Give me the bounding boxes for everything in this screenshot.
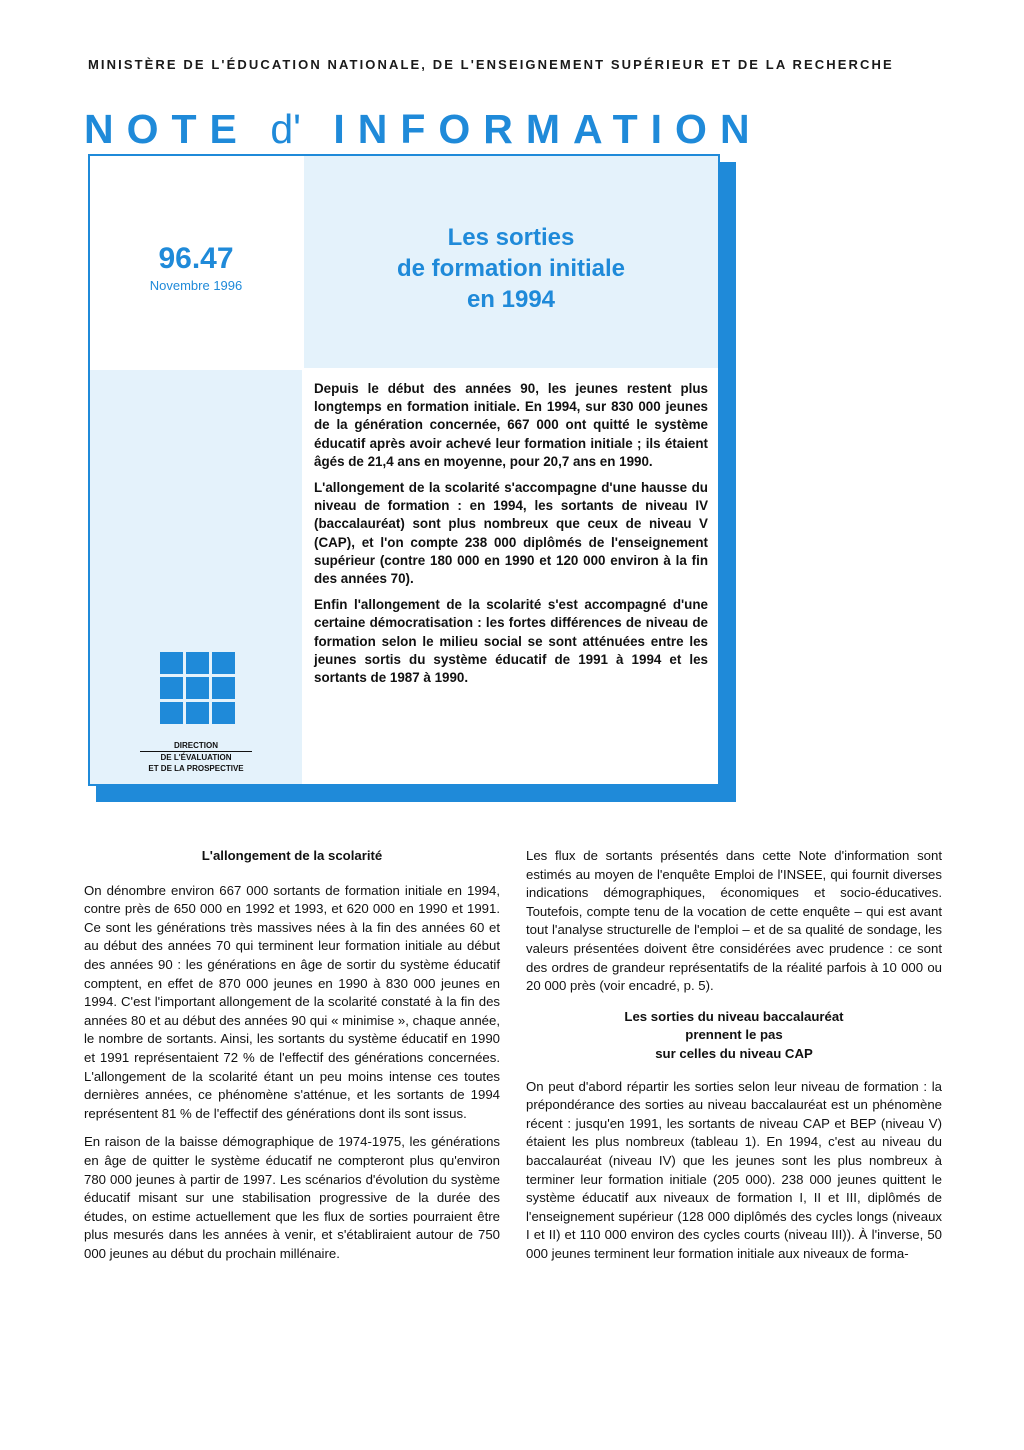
article-title [304, 222, 718, 315]
cover-frame [88, 154, 720, 786]
body-column-right [526, 847, 942, 1273]
abstract [314, 380, 708, 695]
title-note: NOTE [84, 106, 250, 152]
ministry-header: MINISTÈRE DE L'ÉDUCATION NATIONALE, DE L'ENSEIGNEMENT SUPÉRIEUR ET DE LA RECHERCHE [88, 57, 894, 72]
logo-panel [90, 370, 302, 784]
body-paragraph: On dénombre environ 667 000 sortants de formation initiale en 1994, contre près de 650 000 en 1992 et 1993, et 620 000 en 1990 et 1991. Ce sont les générations très massives nées à la fin des années 60 et au début des années 70 qui terminent leur formation initiale au début des années 90 : les générations en âge de sortir du système éducatif comptent, en effet de 870 000 jeunes en 1990 à 830 000 jeunes en 1994. C'est l'important allongement de la scolarité constaté à la fin des années 80 et au début des années 90 qui « minimise », chaque année, le nombre de sortants. Ainsi, les sortants du système éducatif en 1990 et 1991 représentaient 72 % de l'effectif des générations concernées. L'allongement de la scolarité étant un peu moins intense ces toutes dernières années, ce phénomène s'atténue, et les sortants de 1994 représentent 81 % de l'effectif des générations dont ils sont issus. [84, 882, 500, 1121]
body-column-left [84, 847, 500, 1273]
department-line: DIRECTION [174, 741, 218, 750]
abstract-paragraph: Depuis le début des années 90, les jeunes restent plus longtemps en formation initiale. En 1994, sur 830 000 jeunes de la génération concernée, 667 000 ont quitté le système éducatif après avoir achevé leur formation initiale ; ils étaient âgés de 21,4 ans en moyenne, pour 20,7 ans en 1990. [314, 381, 708, 469]
issue-panel [90, 156, 302, 368]
issue-date: Novembre 1996 [149, 278, 243, 293]
article-title-panel [304, 156, 718, 368]
section-heading-line: sur celles du niveau CAP [655, 1045, 813, 1061]
department-line: ET DE LA PROSPECTIVE [148, 764, 244, 773]
department-name [130, 740, 262, 774]
section-heading [526, 1008, 942, 1064]
department-line: DE L'ÉVALUATION [140, 751, 252, 763]
title-d: d' [270, 106, 301, 152]
title-information: INFORMATION [333, 106, 763, 152]
article-title-line: Les sorties [447, 224, 575, 251]
dep-logo-icon [160, 652, 236, 725]
article-title-line: de formation initiale [396, 255, 626, 282]
body-paragraph: En raison de la baisse démographique de 1974-1975, les générations en âge de quitter le système éducatif ne compteront plus qu'environ 780 000 jeunes à partir de 1997. Les scénarios d'évolution du système éducatif misant sur une stabilisation progressive de la durée des études, on estime actuellement que les flux de sorties pourraient être plus mesurés dans les années à venir, et s'établiraient autour de 750 000 jeunes au début du prochain millénaire. [84, 1134, 500, 1261]
publication-title [84, 106, 763, 153]
body-paragraph: On peut d'abord répartir les sorties selon leur niveau de formation : la prépondérance des sorties au niveau baccalauréat est un phénomène récent : jusqu'en 1991, les sortants de niveau CAP et BEP (niveau V) étaient les plus nombreux (tableau 1). En 1994, c'est au niveau du baccalauréat (niveau IV) que les jeunes sont les plus nombreux à terminer leur formation initiale (205 000). 238 000 jeunes quittent le système éducatif aux niveaux de formation I, II et III, diplômés de l'enseignement supérieur (128 000 diplômés des cycles longs (niveaux I et II) et 110 000 environ des cycles courts (niveau III)). À l'inverse, 50 000 jeunes terminent leur formation initiale aux niveaux de forma- [526, 1078, 942, 1261]
section-heading-line: Les sorties du niveau baccalauréat [624, 1008, 844, 1024]
abstract-paragraph: L'allongement de la scolarité s'accompagne d'une hausse du niveau de formation : en 1994, les sortants de niveau IV (baccalauréat) sont plus nombreux que ceux de niveau V (CAP), et l'on compte 238 000 diplômés de l'enseignement supérieur (contre 180 000 en 1990 et 120 000 environ à la fin des années 70). [314, 480, 708, 587]
section-heading: L'allongement de la scolarité [201, 848, 383, 863]
abstract-paragraph: Enfin l'allongement de la scolarité s'est accompagné d'une certaine démocratisation : les fortes différences de niveau de formation selon le milieu social se sont atténuées entre les jeunes sortis du système éducatif de 1991 à 1994 et les sortants de 1987 à 1990. [314, 597, 708, 686]
abstract-panel [304, 370, 718, 784]
body-paragraph: Les flux de sortants présentés dans cette Note d'information sont estimés au moyen de l'enquête Emploi de l'INSEE, qui fournit diverses indications démographiques, économiques et socio-éducatives. Toutefois, compte tenu de la vocation de cette enquête – qui est avant tout l'analyse structurelle de l'emploi – et de sa qualité de sondage, les valeurs présentées doivent être considérées avec prudence : ce sont des ordres de grandeur représentatifs de la réalité parfois à 10 000 ou 20 000 près (voir encadré, p. 5). [526, 848, 942, 994]
issue-number: 96.47 [158, 242, 234, 275]
article-title-line: en 1994 [466, 286, 556, 313]
section-heading-line: prennent le pas [685, 1027, 783, 1043]
